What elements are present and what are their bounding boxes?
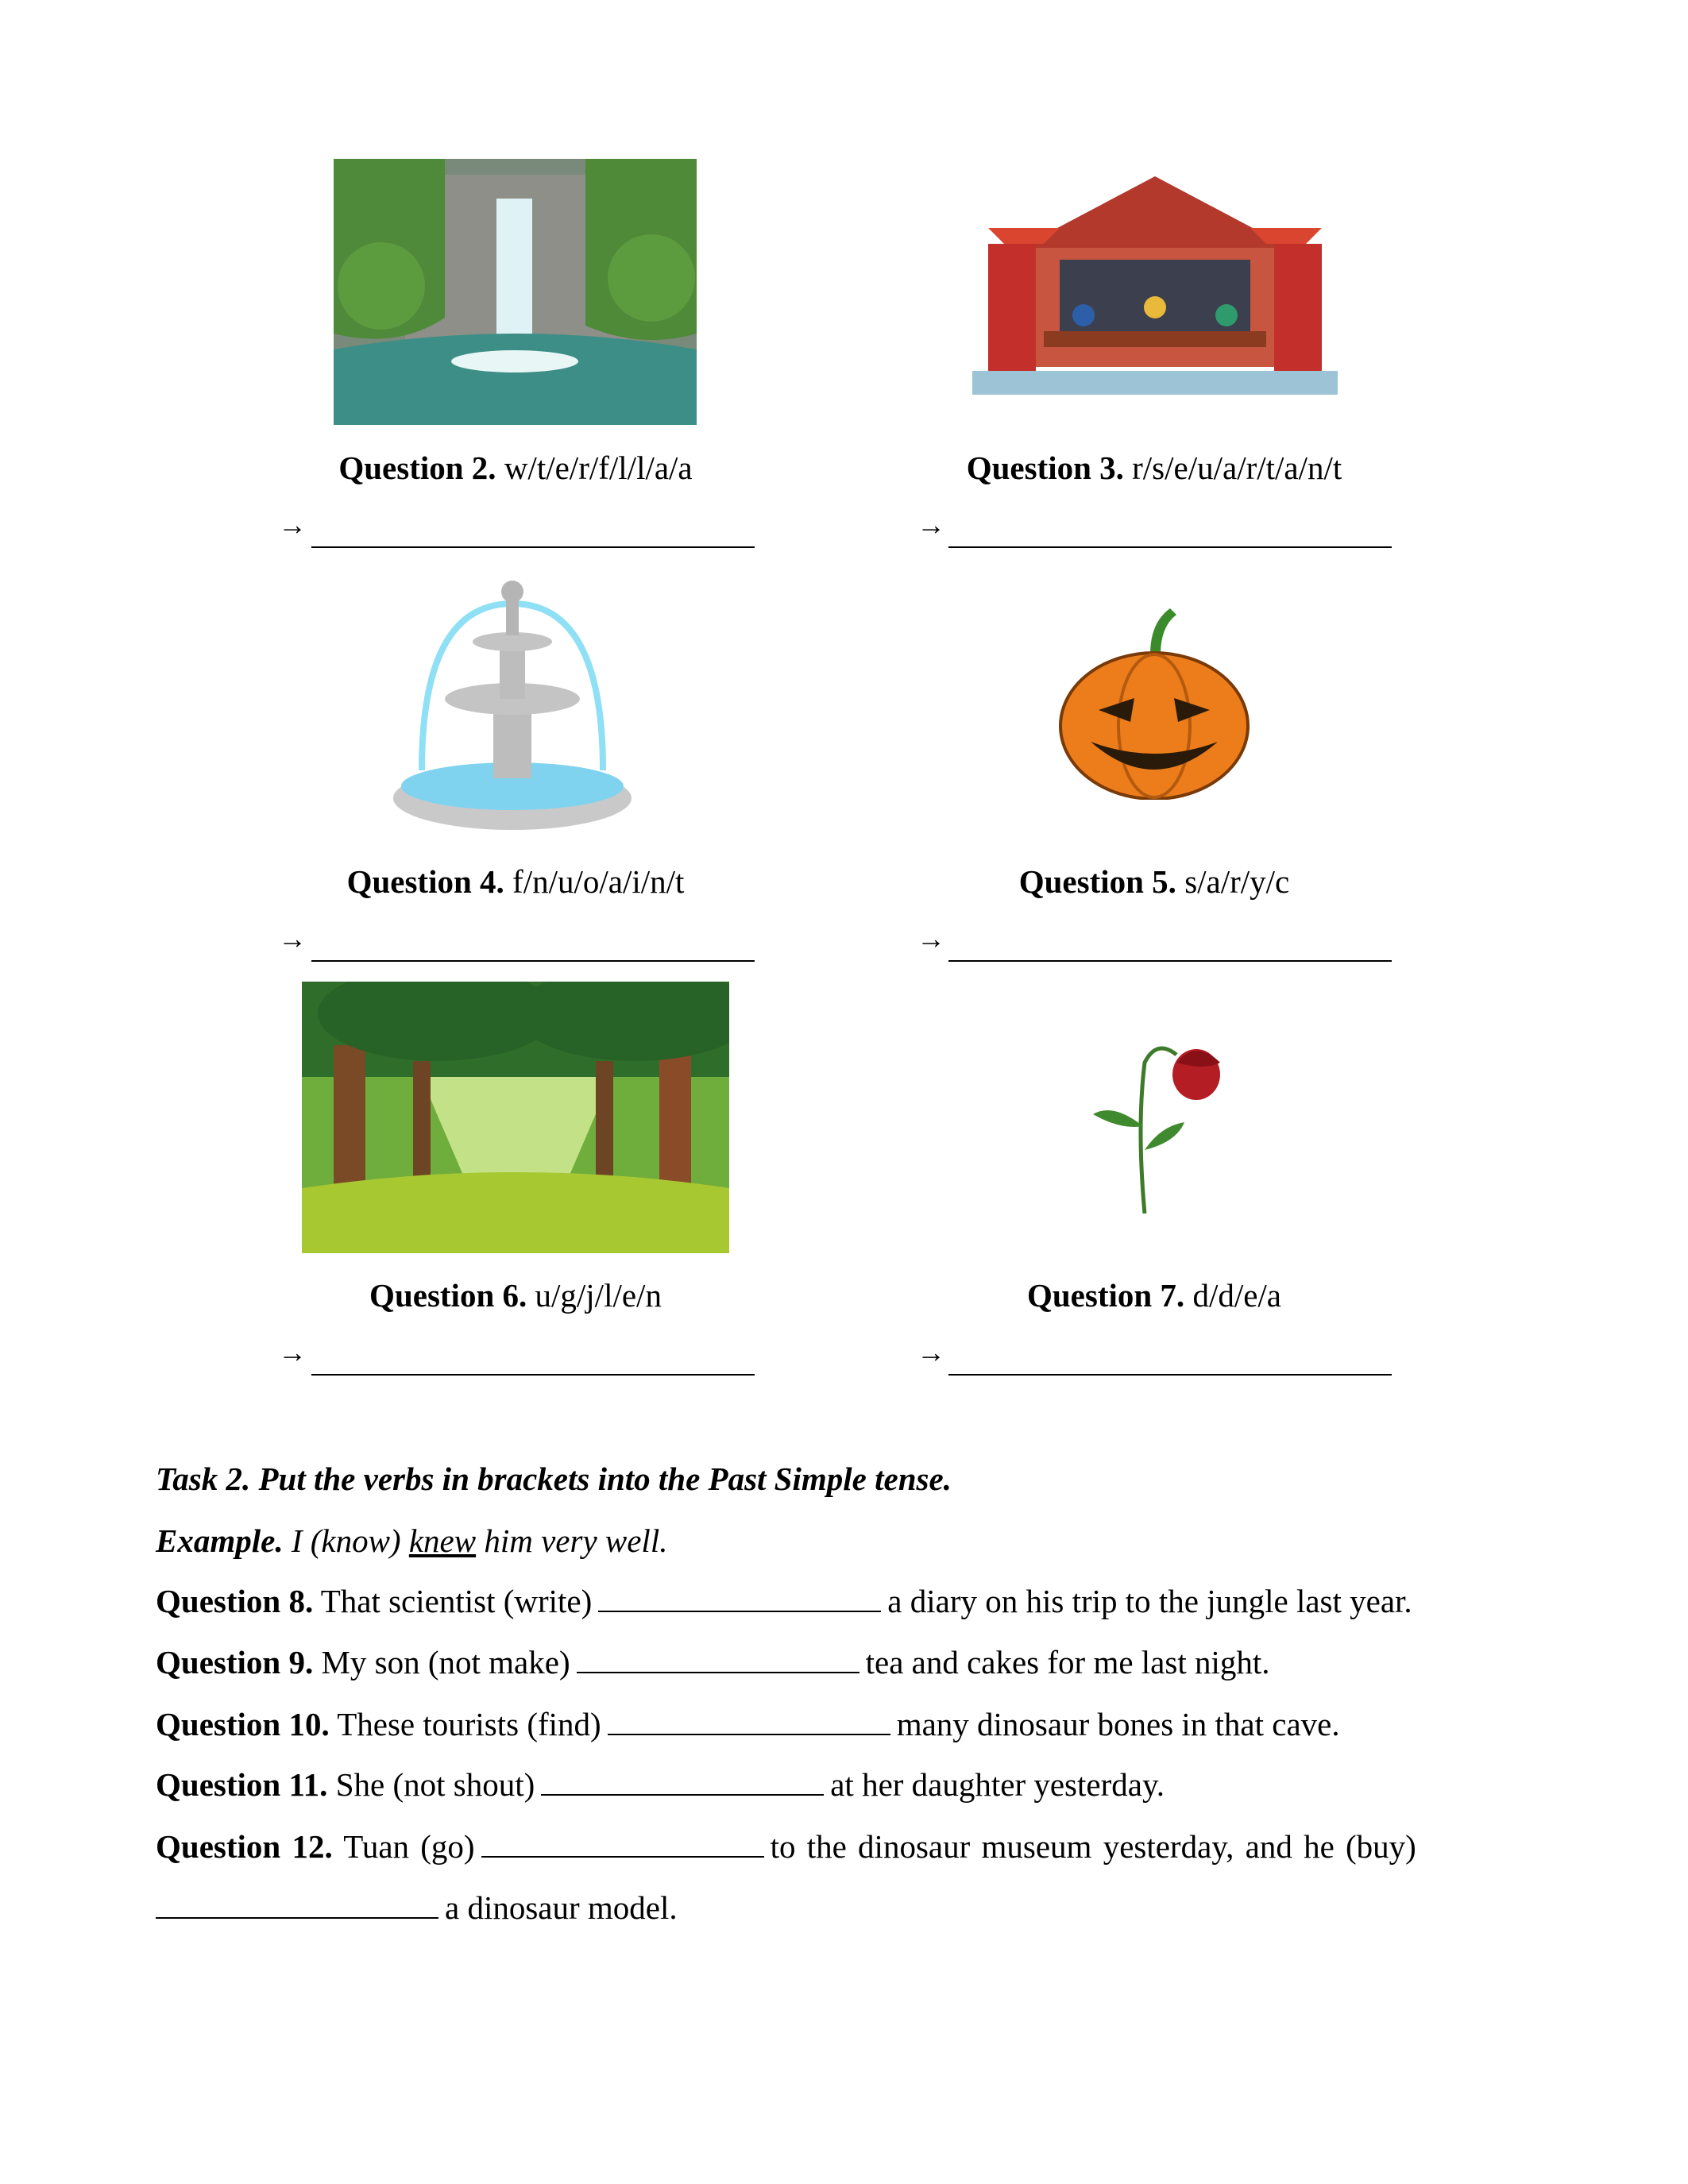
waterfall-image — [334, 159, 697, 425]
question-6-label: Question 6. u/g/j/l/e/n — [369, 1277, 662, 1314]
arrow-icon: → — [917, 509, 945, 541]
question-8: Question 8. That scientist (write) a diary on his trip to the jungle last year. — [156, 1583, 1412, 1619]
answer-line-q2[interactable] — [311, 546, 755, 548]
arrow-icon: → — [917, 923, 945, 955]
question-12: Question 12. Tuan (go) to the dinosaur museum yesterday, and he (buy) — [156, 1828, 1416, 1865]
answer-line-q7[interactable] — [948, 1374, 1392, 1376]
question-5-label: Question 5. s/a/r/y/c — [1018, 863, 1290, 900]
answer-blank-q11[interactable] — [541, 1770, 824, 1796]
question-4-label: Question 4. f/n/u/o/a/i/n/t — [346, 863, 685, 900]
task-2-title: Task 2. Put the verbs in brackets into the Past Simple tense. — [156, 1461, 952, 1497]
answer-line-q4[interactable] — [311, 960, 755, 962]
answer-blank-q10[interactable] — [608, 1710, 890, 1735]
question-9: Question 9. My son (not make) tea and cakes for me last night. — [156, 1644, 1270, 1680]
answer-blank-q12a[interactable] — [481, 1832, 764, 1858]
answer-line-q6[interactable] — [311, 1374, 755, 1376]
answer-blank-q8[interactable] — [598, 1587, 881, 1612]
question-12-continued: a dinosaur model. — [156, 1889, 678, 1927]
arrow-icon: → — [278, 1337, 307, 1368]
fountain-image — [390, 572, 635, 834]
restaurant-image — [972, 172, 1338, 399]
answer-blank-q12b[interactable] — [156, 1893, 438, 1919]
answer-line-q3[interactable] — [948, 546, 1392, 548]
arrow-icon: → — [278, 509, 307, 541]
pumpkin-image — [1059, 607, 1250, 800]
arrow-icon: → — [917, 1337, 945, 1368]
question-11: Question 11. She (not shout) at her daughter yesterday. — [156, 1766, 1165, 1803]
question-3-label: Question 3. r/s/e/u/a/r/t/a/n/t — [966, 450, 1342, 486]
answer-blank-q9[interactable] — [577, 1648, 859, 1673]
example-label: Example. — [156, 1522, 284, 1559]
jungle-image — [302, 982, 729, 1253]
answer-line-q5[interactable] — [948, 960, 1392, 962]
example-answer: knew — [408, 1522, 477, 1559]
rose-image — [1089, 1031, 1225, 1214]
question-10: Question 10. These tourists (find) many dinosaur bones in that cave. — [156, 1706, 1340, 1742]
example-line: Example. I (know) knew him very well. — [156, 1522, 668, 1559]
question-7-label: Question 7. d/d/e/a — [1026, 1277, 1282, 1314]
arrow-icon: → — [278, 923, 307, 955]
question-2-label: Question 2. w/t/e/r/f/l/l/a/a — [338, 450, 693, 486]
